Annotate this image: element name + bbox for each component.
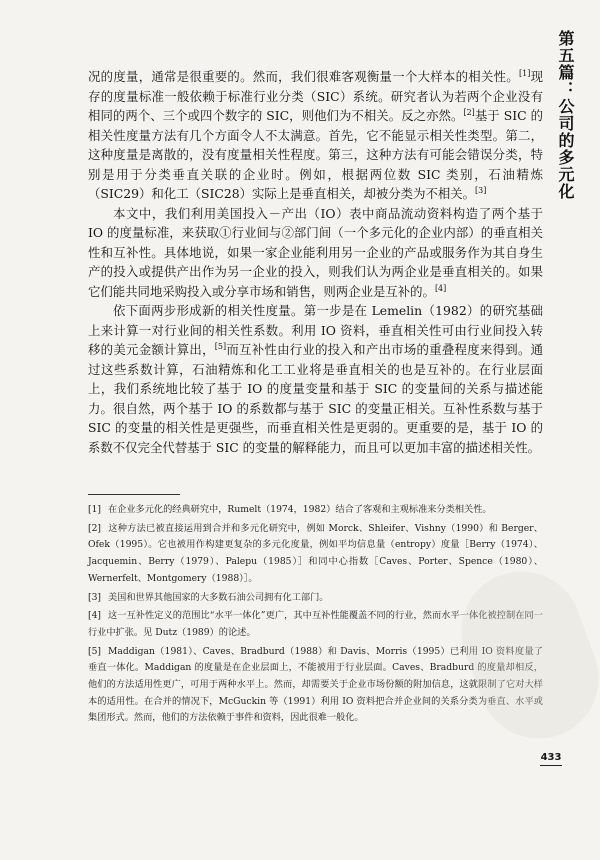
paragraph-3: 依下面两步形成新的相关性度量。第一步是在 Lemelin（1982）的研究基础上来计算一对行业间的相关性系数。利用 IO 资料，垂直相关性可由行业间投入转移的美元金额计算出，[5]而互补性由行业的投入和产出市场的重叠程度来得到。通过这些系数计算，石油精炼和化工工业将是垂直相关的也是互补的。在行业层面上，我们系统地比较了基于 IO 的度量变量和基于 SIC 的变量间的关系与描述能力。很自然，两个基于 IO 的系数都与基于 SIC 的变量正相关。互补性系数与基于 SIC 的变量的相关性是更强些，而垂直相关性是更弱的。更重要的是，基于 IO 的系数不仅完全代替基于 SIC 的变量的解释能力，而且可以更加丰富的描述相关性。 (88, 303, 544, 455)
footnote-divider (88, 494, 180, 495)
footnote-ref-5[interactable]: [5] (214, 341, 227, 351)
paragraph-1: 况的度量，通常是很重要的。然而，我们很难客观衡量一个大样本的相关性。[1]现存的度量标准一般依赖于标准行业分类（SIC）系统。研究者认为若两个企业没有相同的两个、三个或四个数字的 SIC，则他们为不相关。反之亦然。[2]基于 SIC 的相关性度量方法有几个方面令人不太满意。首先，它不能显示相关性类型。第二，这种度量是离散的，没有度量相关性程度。第三，这种方法有可能会错误分类，特别是用于分类垂直关联的企业时。例如，根据两位数 SIC 类别，石油精炼（SIC29）和化工（SIC28）实际上是垂直相关，却被分类为不相关。[3] (88, 68, 544, 201)
footnote-ref-1[interactable]: [1] (518, 68, 531, 78)
page-number: 433 (540, 752, 562, 763)
footnote-ref-2[interactable]: [2] (463, 107, 475, 117)
footnote-5: [5] Maddigan（1981）、Caves、Bradburd（1988）和 Davis、Morris（1995）已利用 IO 资料度量了垂直一体化。Maddigan 的度量是在企业层面上，不能被用于行业层面。Caves、Bradburd 的度量却相反，他们的方法适用性更广，可用于两种水平上。然而，却需要关于企业市场份额的附加信息，这就限制了它对大样本的适用性。在合并的情况下，McGuckin 等（1991）利用 IO 资料把合并企业间的关系分类为垂直、水平或集团形式。然而，他们的方法依赖于事件和资料，因此很难一般化。 (88, 645, 543, 724)
paragraph-2: 本文中，我们利用美国投入－产出（IO）表中商品流动资料构造了两个基于 IO 的度量标准，来获取①行业间与②部门间（一个多元化的企业内部）的垂直相关性和互补性。具体地说，如果一家企业能利用另一企业的产品或服务作为其自身生产的投入或提供产出作为另一企业的投入，则我们认为两企业是垂直相关的。如果它们能共同地采购投入或分享市场和销售，则两企业是互补的。[4] (88, 205, 543, 299)
footnote-3: [3] 美国和世界其他国家的大多数石油公司拥有化工部门。 (88, 591, 329, 603)
footnote-ref-4[interactable]: [4] (434, 283, 447, 293)
footnote-1: [1] 在企业多元化的经典研究中，Rumelt（1974，1982）结合了客观和主观标准来分类相关性。 (88, 504, 492, 515)
section-side-title: 第五篇：公司的多元化 (556, 30, 575, 200)
footnote-4: [4] 这一互补性定义的范围比“水平一体化”更广，其中互补性能覆盖不同的行业，然而水平一体化被控制在同一行业中扩张。见 Dutz（1989）的论述。 (88, 610, 543, 638)
footnote-ref-3[interactable]: [3] (475, 185, 487, 195)
page-number-rule (540, 765, 562, 766)
footnote-2: [2] 这种方法已被直接运用到合并和多元化研究中，例如 Morck、Shleifer、Vishny（1990）和 Berger、Ofek（1995）。它也被用作构建更复杂的多元化度量，例如平均信息量（entropy）度量［Berry（1974）、Jacquemin、Berry（1979）、Palepu（1985）］和同中心指数［Caves、Porter、Spence（1980）、Wernerfelt、Montgomery（1988）］。 (88, 522, 543, 584)
main-body-text (88, 67, 543, 457)
